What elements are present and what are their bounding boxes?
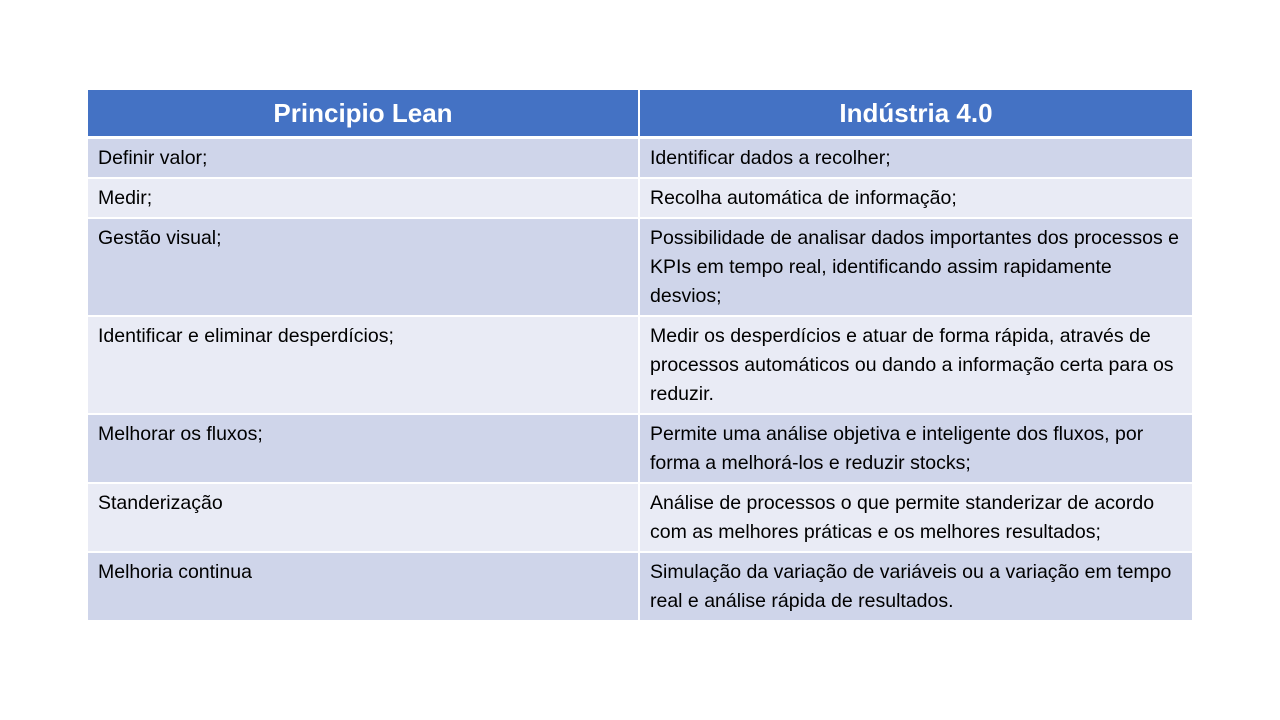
lean-cell: Melhorar os fluxos; xyxy=(88,414,639,483)
table-row xyxy=(88,178,1192,218)
header-lean-principle: Principio Lean xyxy=(88,90,639,138)
industry-cell: Análise de processos o que permite standerizar de acordo com as melhores práticas e os melhores resultados; xyxy=(639,483,1192,552)
industry-cell: Recolha automática de informação; xyxy=(639,178,1192,218)
lean-cell: Standerização xyxy=(88,483,639,552)
lean-cell: Gestão visual; xyxy=(88,218,639,316)
industry-cell: Possibilidade de analisar dados importantes dos processos e KPIs em tempo real, identificando assim rapidamente desvios; xyxy=(639,218,1192,316)
header-industry-4: Indústria 4.0 xyxy=(639,90,1192,138)
industry-cell: Identificar dados a recolher; xyxy=(639,138,1192,179)
table-row xyxy=(88,316,1192,414)
industry-cell: Permite uma análise objetiva e inteligente dos fluxos, por forma a melhorá-los e reduzir stocks; xyxy=(639,414,1192,483)
lean-cell: Definir valor; xyxy=(88,138,639,179)
industry-cell: Medir os desperdícios e atuar de forma rápida, através de processos automáticos ou dando a informação certa para os reduzir. xyxy=(639,316,1192,414)
lean-cell: Medir; xyxy=(88,178,639,218)
table-header-row xyxy=(88,90,1192,138)
industry-cell: Simulação da variação de variáveis ou a variação em tempo real e análise rápida de resultados. xyxy=(639,552,1192,620)
table-row xyxy=(88,483,1192,552)
table-row xyxy=(88,218,1192,316)
table-row xyxy=(88,414,1192,483)
table-row xyxy=(88,552,1192,620)
lean-cell: Identificar e eliminar desperdícios; xyxy=(88,316,639,414)
comparison-table xyxy=(88,90,1192,620)
lean-cell: Melhoria continua xyxy=(88,552,639,620)
table-row xyxy=(88,138,1192,179)
